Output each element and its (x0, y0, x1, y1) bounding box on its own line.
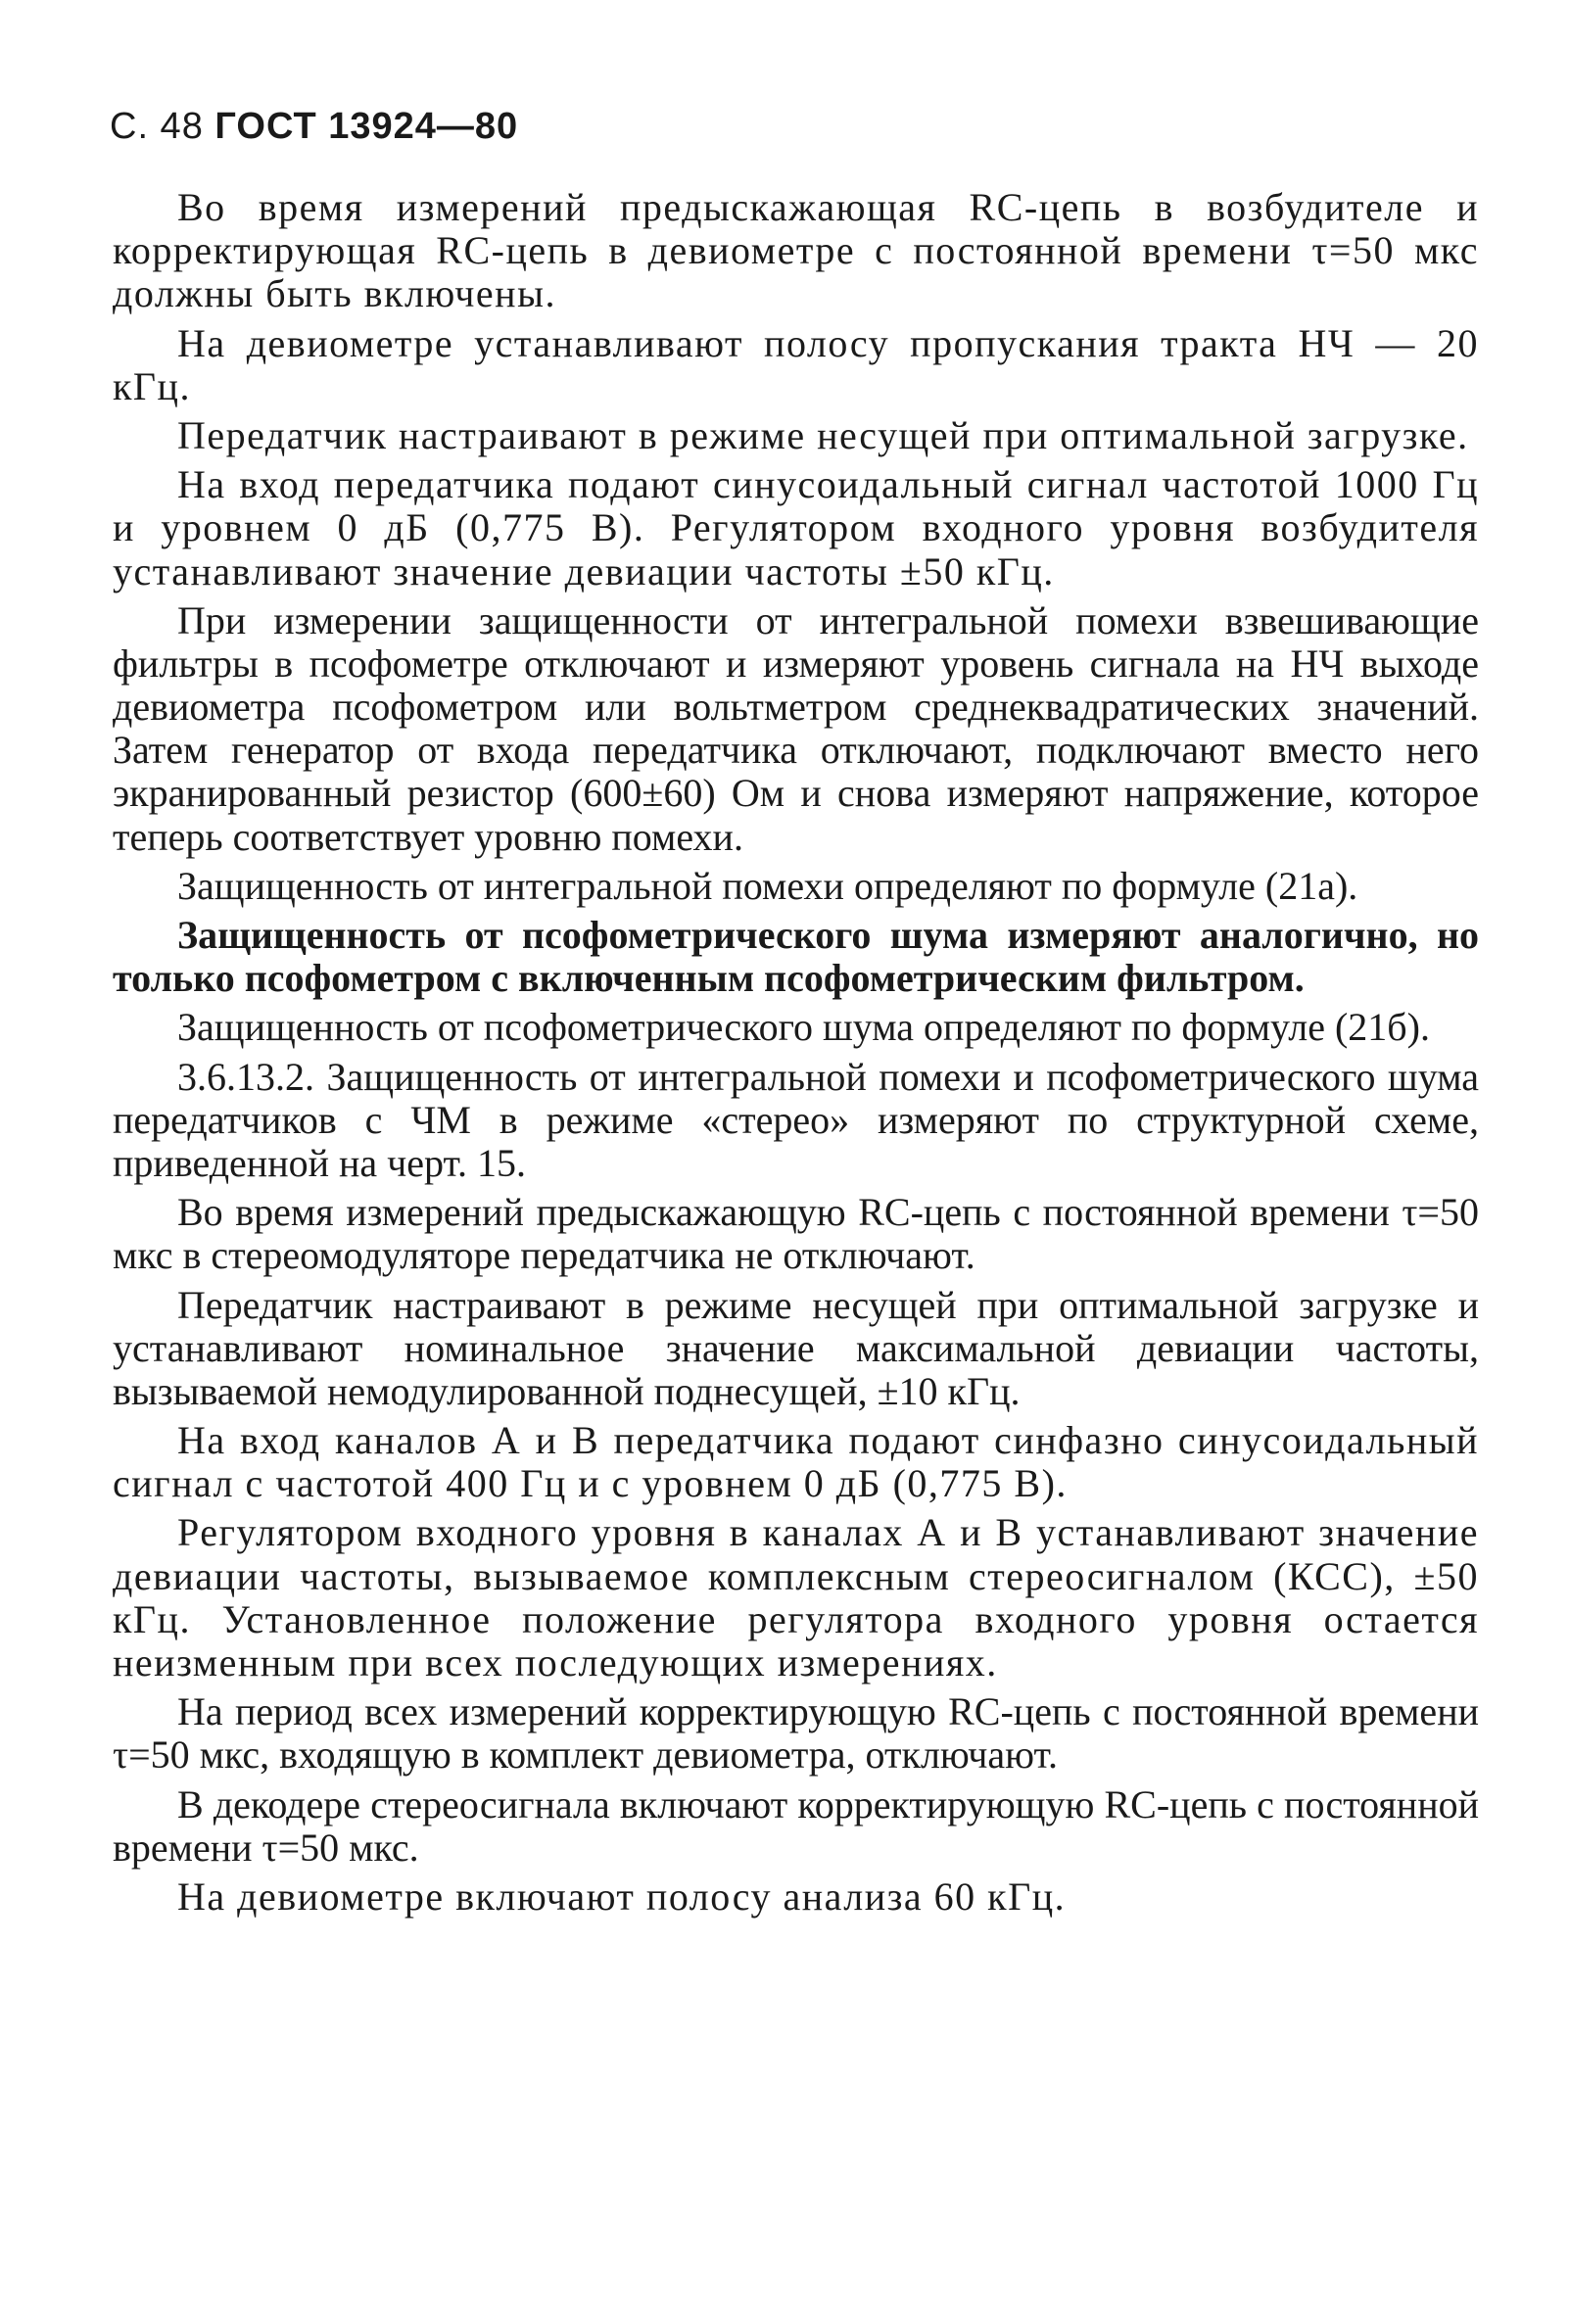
paragraph: На период всех измерений корректирующую RC-цепь с постоянной времени τ=50 мкс, входящую в комплект девиометра, отключают. (113, 1689, 1479, 1778)
paragraph: Передатчик настраивают в режиме несущей при оптимальной загрузке. (177, 412, 1469, 457)
standard-code: ГОСТ 13924—80 (214, 106, 519, 147)
section-paragraph: 3.6.13.2. Защищенность от интегральной помехи и псофометрического шума передатчиков с ЧМ в режиме «стерео» измеряют по структурной схеме, приведенной на черт. 15. (113, 1054, 1479, 1185)
page-number: С. 48 (110, 106, 204, 147)
paragraph: На девиометре включают полосу анализа 60 кГц. (177, 1873, 1067, 1919)
paragraph: В декодере стереосигнала включают корректирующую RC-цепь с постоянной времени τ=50 мкс. (113, 1781, 1479, 1870)
page-header (110, 106, 518, 148)
paragraph: Передатчик настраивают в режиме несущей при оптимальной загрузке и устанавливают номинальное значение максимальной девиации частоты, вызываемой немодулированной поднесущей, ±10 кГц. (113, 1282, 1479, 1413)
paragraph: Во время измерений предыскажающую RC-цепь с постоянной времени τ=50 мкс в стереомодуляторе передатчика не отключают. (113, 1190, 1479, 1278)
paragraph: На девиометре устанавливают полосу пропускания тракта НЧ — 20 кГц. (113, 320, 1479, 408)
body-text (113, 186, 1479, 1924)
paragraph: Во время измерений предыскажающая RC-цепь в возбудителе и корректирующая RC-цепь в девиометре с постоянной времени τ=50 мкс должны быть включены. (113, 185, 1479, 316)
paragraph: Регулятором входного уровня в каналах А и В устанавливают значение девиации частоты, вызываемое комплексным стереосигналом (КСС), ±50 кГц. Установленное положение регулятора входного уровня остается неизменным при всех последующих измерениях. (113, 1510, 1479, 1684)
paragraph: Защищенность от псофометрического шума измеряют аналогично, но только псофометром с включенным псофометрическим фильтром. (113, 913, 1479, 1001)
paragraph: На вход передатчика подают синусоидальный сигнал частотой 1000 Гц и уровнем 0 дБ (0,775 В). Регулятором входного уровня возбудителя устанавливают значение девиации частоты ±50 кГц. (113, 462, 1479, 593)
paragraph: Защищенность от псофометрического шума определяют по формуле (21б). (177, 1005, 1430, 1050)
paragraph: При измерении защищенности от интегральной помехи взвешивающие фильтры в псофометре отключают и измеряют уровень сигнала на НЧ выходе девиометра псофометром или вольтметром среднеквадратических значений. Затем генератор от входа передатчика отключают, подключают вместо него экранированный резистор (600±60) Ом и снова измеряют напряжение, которое теперь соответствует уровню помехи. (113, 597, 1479, 859)
paragraph: Защищенность от интегральной помехи определяют по формуле (21а). (177, 863, 1358, 908)
paragraph: На вход каналов А и В передатчика подают синфазно синусоидальный сигнал с частотой 400 Гц и с уровнем 0 дБ (0,775 В). (113, 1418, 1479, 1506)
